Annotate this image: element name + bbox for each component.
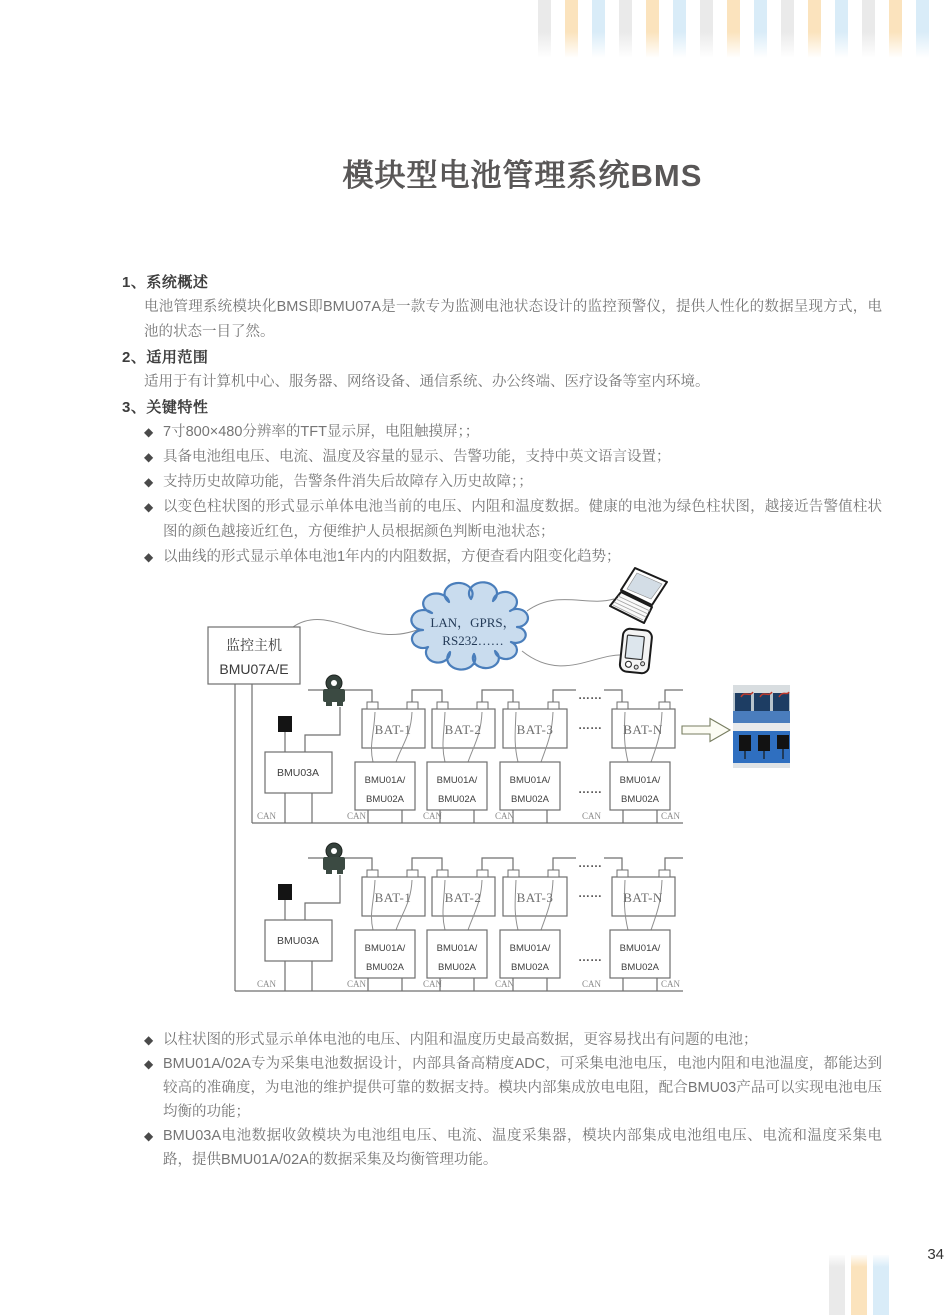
feature-item <box>122 495 882 545</box>
stripe <box>592 0 605 58</box>
can-label: CAN <box>495 811 515 821</box>
stripe <box>873 1255 889 1315</box>
page-title: 模块型电池管理系统BMS <box>342 158 703 193</box>
battery-label: BAT-N <box>623 890 663 905</box>
section-heading-overview: 1、系统概述 <box>122 274 209 291</box>
decorative-stripes-top <box>538 0 929 58</box>
scope-paragraph: 适用于有计算机中心、服务器、网络设备、通信系统、办公终端、医疗设备等室内环境。 <box>144 374 710 390</box>
diamond-bullet-icon: ◆ <box>144 1057 154 1071</box>
ellipsis: …… <box>578 950 602 964</box>
diamond-bullet-icon: ◆ <box>144 1129 154 1143</box>
current-clamp-icon <box>323 675 345 706</box>
bmu-module-label: BMU02A <box>437 794 477 805</box>
system-topology-diagram <box>190 555 805 1010</box>
feature-text: 7寸800×480分辨率的TFT显示屏，电阻触摸屏；； <box>163 424 480 440</box>
can-label: CAN <box>423 811 443 821</box>
stripe <box>862 0 875 58</box>
feature-text: 具备电池组电压、电流、温度及容量的显示、告警功能，支持中英文语言设置； <box>163 449 671 465</box>
bmu-module-label: BMU02A <box>437 962 477 973</box>
stripe <box>673 0 686 58</box>
monitor-host-model: BMU07A/E <box>219 661 289 677</box>
can-label: CAN <box>257 979 277 989</box>
laptop-icon <box>610 568 667 623</box>
battery-label: BAT-3 <box>516 890 554 905</box>
can-label: CAN <box>257 811 277 821</box>
can-label: CAN <box>661 811 681 821</box>
bmu-module-label: BMU02A <box>620 962 660 973</box>
can-label: CAN <box>582 979 602 989</box>
stripe <box>727 0 740 58</box>
bmu03a-label: BMU03A <box>276 935 320 947</box>
stripe <box>829 1255 845 1315</box>
phone-icon <box>619 628 652 674</box>
collector-module <box>265 875 340 991</box>
diamond-bullet-icon: ◆ <box>144 425 154 439</box>
overview-paragraph: 电池管理系统模块化BMS即BMU07A是一款专为监测电池状态设计的监控预警仪，提供人性化的数据呈现方式，电池的状态一目了然。 <box>144 299 882 340</box>
stripe <box>619 0 632 58</box>
decorative-stripes-bottom <box>829 1255 889 1315</box>
feature-item <box>122 1028 882 1052</box>
feature-item <box>122 420 882 445</box>
battery-label: BAT-1 <box>374 890 412 905</box>
diamond-bullet-icon: ◆ <box>144 475 154 489</box>
stripe <box>754 0 767 58</box>
stripe <box>851 1255 867 1315</box>
bmu-module-label: BMU02A <box>510 794 550 805</box>
collector-module <box>265 707 340 823</box>
page-number: 34 <box>927 1246 944 1263</box>
stripe <box>808 0 821 58</box>
bmu-module-label: BMU01A/ <box>509 775 551 786</box>
diamond-bullet-icon: ◆ <box>144 550 154 564</box>
current-clamp-icon <box>323 843 345 874</box>
battery-label: BAT-N <box>623 722 663 737</box>
bmu-module-label: BMU02A <box>365 962 405 973</box>
battery-terminals <box>367 702 670 709</box>
bmu-module-label: BMU01A/ <box>436 775 478 786</box>
feature-item <box>122 1124 882 1172</box>
connector-block-icon <box>278 716 292 732</box>
feature-item <box>122 470 882 495</box>
stripe <box>916 0 929 58</box>
cloud-label-line1: LAN，GPRS， <box>430 615 516 630</box>
feature-text: BMU01A/02A专为采集电池数据设计，内部具备高精度ADC，可采集电池电压，电池内阻和电池温度，都能达到较高的准确度，为电池的维护提供可靠的数据支持。模块内部集成放电电阻，配合BMU03产品可以实现电池电压均衡的功能； <box>163 1056 882 1120</box>
bmu03a-label: BMU03A <box>276 767 320 779</box>
feature-text: 以变色柱状图的形式显示单体电池当前的电压、内阻和温度数据。健康的电池为绿色柱状图，越接近告警值柱状图的颜色越接近红色，方便维护人员根据颜色判断电池状态； <box>163 499 882 540</box>
feature-text: BMU03A电池数据收敛模块为电池组电压、电流、温度采集器，模块内部集成电池组电压、电流和温度采集电路，提供BMU01A/02A的数据采集及均衡管理功能。 <box>163 1128 882 1168</box>
diamond-bullet-icon: ◆ <box>144 450 154 464</box>
bmu-module-label: BMU02A <box>620 794 660 805</box>
block-arrow-icon <box>682 719 730 742</box>
ellipsis: …… <box>578 886 602 900</box>
power-wiring <box>308 858 683 871</box>
battery-string-row1 <box>252 675 683 823</box>
can-label: CAN <box>495 979 515 989</box>
body-text-bottom <box>122 1028 882 1172</box>
can-label: CAN <box>661 979 681 989</box>
feature-text: 支持历史故障功能，告警条件消失后故障存入历史故障；； <box>163 474 533 490</box>
battery-label: BAT-1 <box>374 722 412 737</box>
diamond-bullet-icon: ◆ <box>144 1033 154 1047</box>
bmu-module-label: BMU02A <box>365 794 405 805</box>
ellipsis: …… <box>578 782 602 796</box>
feature-item <box>122 445 882 470</box>
stripe <box>565 0 578 58</box>
stripe <box>700 0 713 58</box>
bmu-module-label: BMU01A/ <box>509 943 551 954</box>
feature-text: 以曲线的形式显示单体电池1年内的内阻数据，方便查看内阻变化趋势； <box>163 549 621 565</box>
battery-rack-photo <box>733 685 790 768</box>
battery-label: BAT-3 <box>516 722 554 737</box>
stripe <box>835 0 848 58</box>
battery-label: BAT-2 <box>444 722 482 737</box>
body-text-top <box>122 270 882 570</box>
monitor-host-name: 监控主机 <box>226 637 282 653</box>
stripe <box>646 0 659 58</box>
connector-block-icon <box>278 884 292 900</box>
cloud-label-line2: RS232…… <box>442 633 504 648</box>
can-bus-risers <box>235 684 252 991</box>
stripe <box>889 0 902 58</box>
monitor-host-box <box>208 627 300 684</box>
feature-text: 以柱状图的形式显示单体电池的电压、内阻和温度历史最高数据，更容易找出有问题的电池； <box>163 1032 758 1048</box>
can-label: CAN <box>347 979 367 989</box>
can-label: CAN <box>347 811 367 821</box>
stripe <box>538 0 551 58</box>
bmu-module-label: BMU02A <box>510 962 550 973</box>
can-label: CAN <box>582 811 602 821</box>
power-wiring <box>308 690 683 703</box>
bmu-module-label: BMU01A/ <box>364 775 406 786</box>
network-cloud <box>411 582 527 669</box>
section-heading-features: 3、关键特性 <box>122 399 209 416</box>
feature-item <box>122 1052 882 1124</box>
battery-terminals <box>367 870 670 877</box>
bmu-module-label: BMU01A/ <box>436 943 478 954</box>
battery-string-row2 <box>235 843 683 991</box>
battery-label: BAT-2 <box>444 890 482 905</box>
ellipsis: …… <box>578 718 602 732</box>
ellipsis: …… <box>578 688 602 702</box>
bmu-module-label: BMU01A/ <box>364 943 406 954</box>
ellipsis: …… <box>578 856 602 870</box>
diamond-bullet-icon: ◆ <box>144 500 154 514</box>
stripe <box>781 0 794 58</box>
section-heading-scope: 2、适用范围 <box>122 349 209 366</box>
can-label: CAN <box>423 979 443 989</box>
bmu-module-label: BMU01A/ <box>619 775 661 786</box>
bmu-module-label: BMU01A/ <box>619 943 661 954</box>
